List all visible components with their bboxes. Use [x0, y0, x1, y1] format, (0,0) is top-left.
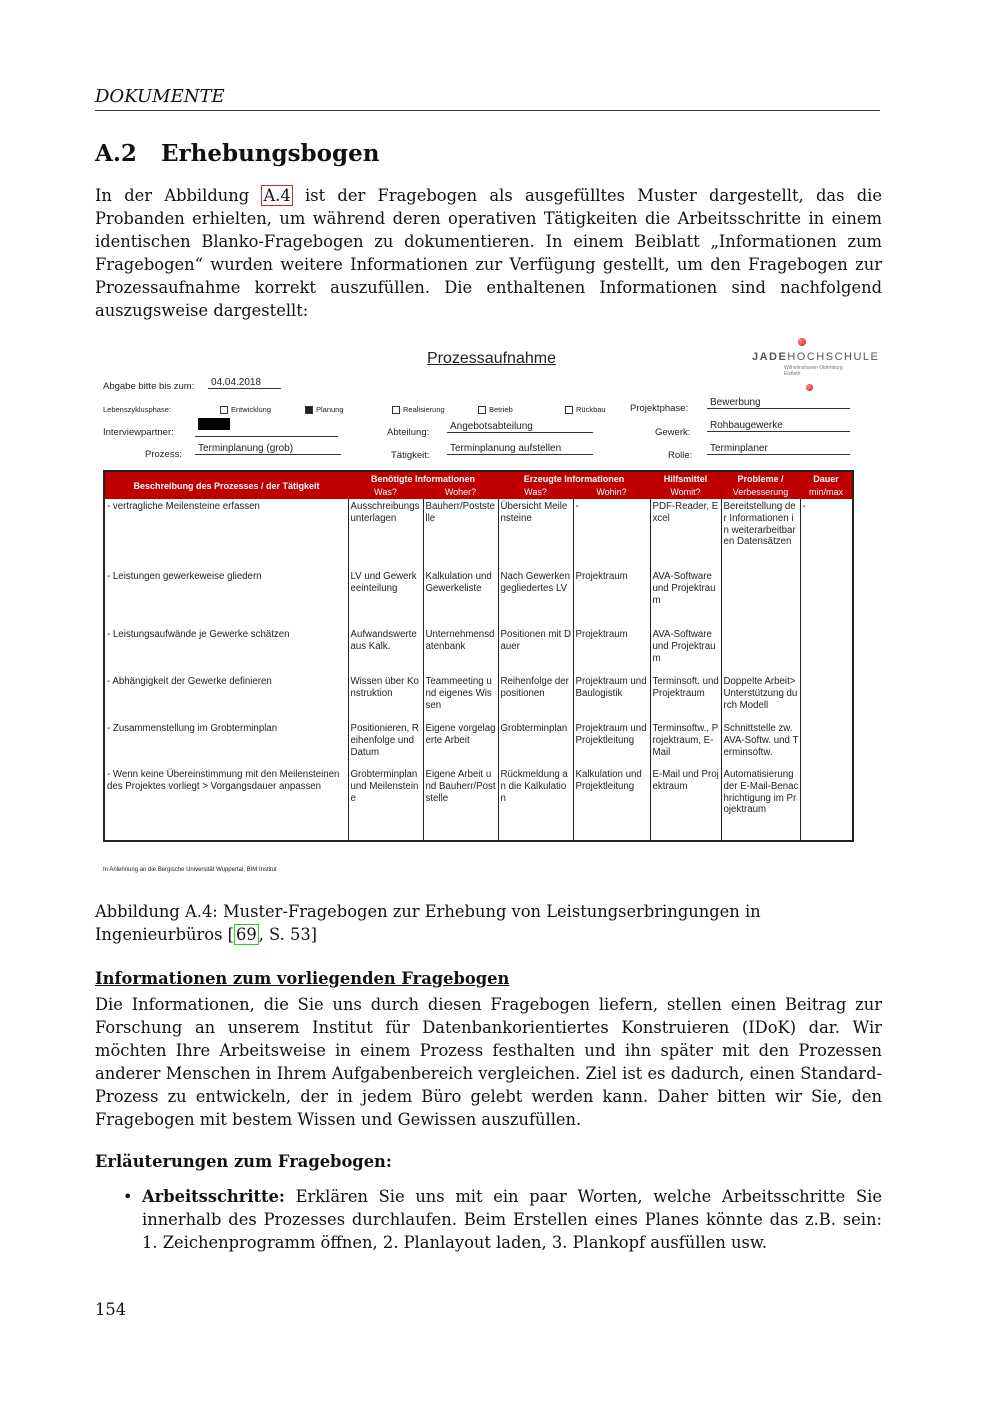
table-cell: PDF-Reader, Excel	[650, 499, 721, 569]
table-cell: Automatisierung der E-Mail-Benachrichtigung im Projektraum	[721, 767, 800, 841]
running-head: DOKUMENTE	[95, 86, 880, 111]
table-cell: Nach Gewerken gegliedertes LV	[498, 569, 573, 627]
logo-text-bold: JADE	[752, 351, 788, 363]
table-cell: Grobterminplan und Meilensteine	[348, 767, 423, 841]
col-header-tools: Hilfsmittel	[650, 471, 721, 485]
table-cell: Schnittstelle zw. AVA-Softw. und Terminsoftw.	[721, 721, 800, 767]
col-header-created-to: Wohin?	[573, 485, 650, 499]
table-cell: Unternehmensdatenbank	[423, 627, 498, 674]
table-cell: LV und Gewerkeeinteilung	[348, 569, 423, 627]
department-label: Abteilung:	[387, 427, 430, 438]
activity-label: Tätigkeit:	[391, 450, 430, 461]
logo-dot-icon	[806, 384, 813, 391]
table-cell: - vertragliche Meilensteine erfassen	[104, 499, 348, 569]
phase-option[interactable]: Rückbau	[565, 405, 606, 414]
department-value: Angebotsabteilung	[447, 421, 593, 433]
table-row	[104, 627, 853, 674]
table-cell: Projektraum	[573, 569, 650, 627]
table-cell: Doppelte Arbeit> Unterstützung durch Modell	[721, 674, 800, 721]
form-footnote: In Anlehnung an die Bergische Universität Wuppertal, BIM Institut	[103, 867, 277, 873]
table-cell: -	[800, 499, 853, 569]
bullet-term: Arbeitsschritte:	[142, 1187, 285, 1206]
deadline-label: Abgabe bitte bis zum:	[103, 381, 195, 392]
caption-label: Abbildung A.4:	[95, 902, 218, 921]
table-cell: Projektraum und Projektleitung	[573, 721, 650, 767]
phase-option[interactable]: Entwicklung	[220, 405, 271, 414]
table-cell: Eigene Arbeit und Bauherr/Poststelle	[423, 767, 498, 841]
checkbox-checked-icon	[305, 406, 313, 414]
phase-option[interactable]: Realisierung	[392, 405, 445, 414]
table-cell: Positionieren, Reihenfolge und Datum	[348, 721, 423, 767]
table-row	[104, 721, 853, 767]
phase-option[interactable]: Planung	[305, 405, 344, 414]
table-cell	[800, 674, 853, 721]
checkbox-icon	[220, 406, 228, 414]
col-header-problems: Probleme /	[721, 471, 800, 485]
interview-label: Interviewpartner:	[103, 427, 174, 438]
table-cell: Teammeeting und eigenes Wissen	[423, 674, 498, 721]
trade-value: Rohbaugewerke	[707, 420, 850, 432]
table-cell	[800, 767, 853, 841]
project-phase-label: Projektphase:	[630, 403, 689, 414]
col-header-created: Erzeugte Informationen	[498, 471, 650, 485]
process-label: Prozess:	[145, 449, 182, 460]
logo-dot-icon	[798, 338, 806, 346]
table-cell: Wissen über Konstruktion	[348, 674, 423, 721]
process-value: Terminplanung (grob)	[195, 443, 341, 455]
col-header-created-what: Was?	[498, 485, 573, 499]
logo-subtitle: Wilhelmshaven Oldenburg Elsfleth	[784, 365, 843, 377]
col-header-needed-from: Woher?	[423, 485, 498, 499]
citation-link[interactable]: 69	[235, 925, 257, 944]
col-header-tools-how: Womit?	[650, 485, 721, 499]
section-title: Erhebungsbogen	[161, 140, 380, 167]
table-cell: Kalkulation und Projektleitung	[573, 767, 650, 841]
table-cell: Ausschreibungsunterlagen	[348, 499, 423, 569]
checkbox-icon	[478, 406, 486, 414]
form-title: Prozessaufnahme	[427, 350, 556, 367]
table-cell: - Zusammenstellung im Grobterminplan	[104, 721, 348, 767]
role-label: Rolle:	[668, 450, 693, 461]
bullet-text: Erklären Sie uns mit ein paar Worten, welche Arbeitsschritte Sie innerhalb des Prozesses durchlaufen. Beim Erstellen eines Planes könnte das z.B. sein: 1. Zeichenprogramm öffnen, 2. Planlayout laden, 3. Plankopf ausfüllen usw.	[142, 1187, 882, 1252]
deadline-value: 04.04.2018	[208, 377, 281, 389]
logo-text: HOCHSCHULE	[787, 351, 880, 363]
table-cell: - Leistungen gewerkeweise gliedern	[104, 569, 348, 627]
table-cell: AVA-Software und Projektraum	[650, 627, 721, 674]
table-cell: -	[573, 499, 650, 569]
table-row	[104, 499, 853, 569]
table-cell: Bereitstellung der Informationen in weiterarbeitbaren Datensätzen	[721, 499, 800, 569]
table-cell: Terminsoftw., Projektraum, E-Mail	[650, 721, 721, 767]
section-heading	[95, 140, 379, 167]
trade-label: Gewerk:	[655, 427, 691, 438]
table-cell: Grobterminplan	[498, 721, 573, 767]
university-logo	[752, 351, 879, 363]
table-cell: Projektraum und Baulogistik	[573, 674, 650, 721]
figure-ref-link[interactable]: A.4	[263, 186, 291, 205]
checkbox-icon	[565, 406, 573, 414]
bullet-icon: •	[123, 1187, 133, 1206]
col-header-needed: Benötigte Informationen	[348, 471, 498, 485]
interview-field	[195, 425, 338, 437]
intro-paragraph	[95, 184, 882, 322]
table-row	[104, 767, 853, 841]
table-cell: - Wenn keine Übereinstimmung mit den Meilensteinen des Projektes vorliegt > Vorgangsdauer anpassen	[104, 767, 348, 841]
page-number: 154	[95, 1300, 127, 1319]
role-value: Terminplaner	[707, 443, 850, 455]
citation-open: [	[227, 925, 234, 944]
table-cell: Eigene vorgelagerte Arbeit	[423, 721, 498, 767]
col-header-problems-sub: Verbesserung	[721, 485, 800, 499]
table-cell: Projektraum	[573, 627, 650, 674]
project-phase-value: Bewerbung	[707, 397, 850, 409]
table-cell	[800, 721, 853, 767]
explanations-heading: Erläuterungen zum Fragebogen:	[95, 1152, 392, 1171]
table-cell: AVA-Software und Projektraum	[650, 569, 721, 627]
intro-text-start: In der Abbildung	[95, 186, 262, 205]
col-header-duration: Dauer	[800, 471, 853, 485]
checkbox-icon	[392, 406, 400, 414]
intro-text-rest: ist der Fragebogen als ausgefülltes Muster dargestellt, das die Probanden erhielten, um während deren operativen Tätigkeiten die Arbeitsschritte in einem identischen Blanko-Fragebogen zu dokumentieren. In einem Beiblatt „Informationen zum Fragebogen“ wurden weitere Informationen zur Verfügung gestellt, um den Fragebogen zur Prozessaufnahme korrekt auszufüllen. Die enthaltenen Informationen sind nachfolgend auszugsweise dargestellt:	[95, 186, 882, 320]
section-number: A.2	[95, 140, 137, 167]
table-row	[104, 674, 853, 721]
table-cell: - Abhängigkeit der Gewerke definieren	[104, 674, 348, 721]
col-header-desc: Beschreibung des Prozesses / der Tätigkeit	[104, 471, 348, 499]
lifecycle-label: Lebenszyklusphase:	[103, 405, 171, 414]
table-cell	[721, 627, 800, 674]
table-cell: Terminsoft. und Projektraum	[650, 674, 721, 721]
col-header-duration-sub: min/max	[800, 485, 853, 499]
table-row	[104, 569, 853, 627]
table-cell: E-Mail und Projektraum	[650, 767, 721, 841]
table-cell: Übersicht Meilensteine	[498, 499, 573, 569]
info-heading: Informationen zum vorliegenden Fragebogen	[95, 969, 510, 988]
table-cell	[721, 569, 800, 627]
table-cell: Bauherr/Poststelle	[423, 499, 498, 569]
info-paragraph: Die Informationen, die Sie uns durch diesen Fragebogen liefern, stellen einen Beitrag zur Forschung an unserem Institut für Datenbankorientiertes Konstruieren (IDoK) dar. Wir möchten Ihre Arbeitsweise in einem Prozess festhalten und ihn später mit den Prozessen anderer Menschen in Ihrem Aufgabenbereich vergleichen. Ziel ist es dadurch, einen Standard-Prozess zu entwickeln, der in jedem Büro gelebt werden kann. Daher bitten wir Sie, den Fragebogen mit bestem Wissen und Gewissen auszufüllen.	[95, 995, 882, 1129]
table-cell: Kalkulation und Gewerkeliste	[423, 569, 498, 627]
activity-value: Terminplanung aufstellen	[447, 443, 593, 455]
table-cell	[800, 627, 853, 674]
caption-text: Muster-Fragebogen zur Erhebung von Leistungserbringungen in Ingenieurbüros	[95, 902, 761, 944]
table-cell	[800, 569, 853, 627]
table-cell: - Leistungsaufwände je Gewerke schätzen	[104, 627, 348, 674]
process-table	[103, 470, 854, 842]
figure-caption	[95, 900, 885, 946]
table-cell: Aufwandswerte aus Kalk.	[348, 627, 423, 674]
bullet-item	[142, 1185, 882, 1254]
table-cell: Rückmeldung an die Kalkulation	[498, 767, 573, 841]
table-cell: Reihenfolge der positionen	[498, 674, 573, 721]
phase-option[interactable]: Betrieb	[478, 405, 513, 414]
questionnaire-figure	[100, 335, 880, 880]
table-cell: Positionen mit Dauer	[498, 627, 573, 674]
col-header-needed-what: Was?	[348, 485, 423, 499]
citation-tail: , S. 53]	[258, 925, 318, 944]
